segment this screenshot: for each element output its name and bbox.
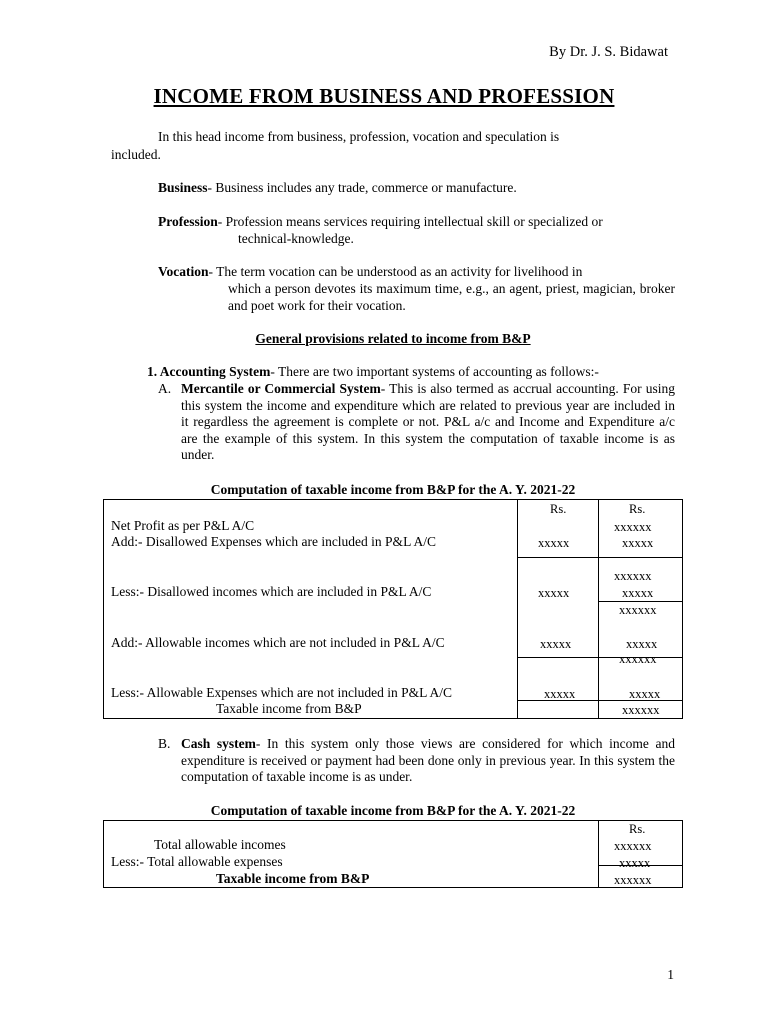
business-text: - Business includes any trade, commerce or manufacture.	[207, 180, 517, 195]
table2-col-head: Rs.	[629, 822, 646, 836]
list-marker-b: B.	[158, 736, 171, 751]
table2-col-divider	[598, 820, 599, 888]
table1-rule	[517, 657, 683, 658]
table1-value: xxxxx	[538, 586, 570, 600]
table1-row-less-disallowed: Less:- Disallowed incomes which are included in P&L A/C	[111, 584, 432, 599]
table1-value: xxxxx	[538, 536, 570, 550]
intro-line-1: In this head income from business, profession, vocation and speculation is	[158, 129, 560, 144]
table1-row-add-disallowed: Add:- Disallowed Expenses which are included in P&L A/C	[111, 534, 436, 549]
vocation-term: Vocation	[158, 264, 209, 279]
table1-col1-head: Rs.	[550, 502, 567, 516]
table1-value: xxxxxx	[622, 703, 660, 717]
list-marker-a: A.	[158, 381, 172, 396]
cash-system-paragraph	[181, 736, 675, 786]
profession-term: Profession	[158, 214, 218, 229]
table1-value: xxxxxx	[619, 652, 657, 666]
table1-value: xxxxxx	[619, 603, 657, 617]
accounting-system-heading	[147, 364, 599, 381]
page-title: INCOME FROM BUSINESS AND PROFESSION	[153, 84, 615, 108]
table1-rule	[517, 700, 683, 701]
profession-text-cont: technical-knowledge.	[238, 231, 354, 246]
table2-rule	[598, 865, 683, 866]
page-number: 1	[667, 967, 674, 982]
table2-value: xxxxxx	[614, 839, 652, 853]
vocation-text-cont: which a person devotes its maximum time, e.g., an agent, priest, magician, broker and poet work for their vocation.	[228, 281, 675, 313]
table2-title: Computation of taxable income from B&P for the A. Y. 2021-22	[210, 803, 576, 818]
general-provisions-heading: General provisions related to income from B&P	[255, 331, 531, 346]
cash-system-text: - In this system only those views are considered for which income and expenditure is received or payment had been done only in previous year. In this system the computation of taxable income is as under.	[181, 736, 675, 784]
table2-value: xxxxxx	[614, 873, 652, 887]
accounting-system-text: - There are two important systems of accounting as follows:-	[270, 364, 599, 379]
mercantile-term: Mercantile or Commercial System	[181, 381, 381, 396]
table1-col2-head: Rs.	[629, 502, 646, 516]
table1-value: xxxxx	[626, 637, 658, 651]
vocation-text: - The term vocation can be understood as an activity for livelihood in	[208, 264, 583, 279]
table1-rule	[517, 557, 683, 558]
profession-text: - Profession means services requiring intellectual skill or specialized or	[217, 214, 603, 229]
table2-row-total-incomes: Total allowable incomes	[154, 837, 286, 852]
table2-row-total-expenses: Less:- Total allowable expenses	[111, 854, 283, 869]
table1-value: xxxxx	[629, 687, 661, 701]
table1-value: xxxxx	[544, 687, 576, 701]
table1-row-taxable: Taxable income from B&P	[216, 701, 362, 716]
author-line: By Dr. J. S. Bidawat	[549, 44, 668, 60]
definition-vocation	[158, 264, 675, 281]
table1-value: xxxxx	[540, 637, 572, 651]
table1-value: xxxxxx	[614, 569, 652, 583]
table1-col-divider-1	[517, 499, 518, 719]
table1-value: xxxxx	[622, 536, 654, 550]
table1-row-net-profit: Net Profit as per P&L A/C	[111, 518, 255, 533]
mercantile-system-paragraph	[181, 381, 675, 464]
table1-row-add-allowable: Add:- Allowable incomes which are not included in P&L A/C	[111, 635, 445, 650]
table1-col-divider-2	[598, 499, 599, 719]
accounting-system-term: 1. Accounting System	[147, 364, 271, 379]
table2-row-taxable: Taxable income from B&P	[216, 871, 370, 886]
table1-title: Computation of taxable income from B&P for the A. Y. 2021-22	[210, 482, 576, 497]
business-term: Business	[158, 180, 208, 195]
definition-business	[158, 180, 517, 197]
cash-system-term: Cash system	[181, 736, 256, 751]
table2-value: xxxxx	[619, 856, 651, 870]
definition-profession	[158, 214, 603, 231]
mercantile-text: - This is also termed as accrual accounting. For using this system the income and expenditure which are related to previous year are included in it regardless the agreement is complete or not. P&L a/c and Income and Expenditure a/c are the example of this system. In this system the computation of taxable income is as under.	[181, 381, 675, 462]
table1-value: xxxxxx	[614, 520, 652, 534]
table1-row-less-allowable: Less:- Allowable Expenses which are not included in P&L A/C	[111, 685, 453, 700]
table1-value: xxxxx	[622, 586, 654, 600]
intro-line-2: included.	[111, 147, 161, 162]
